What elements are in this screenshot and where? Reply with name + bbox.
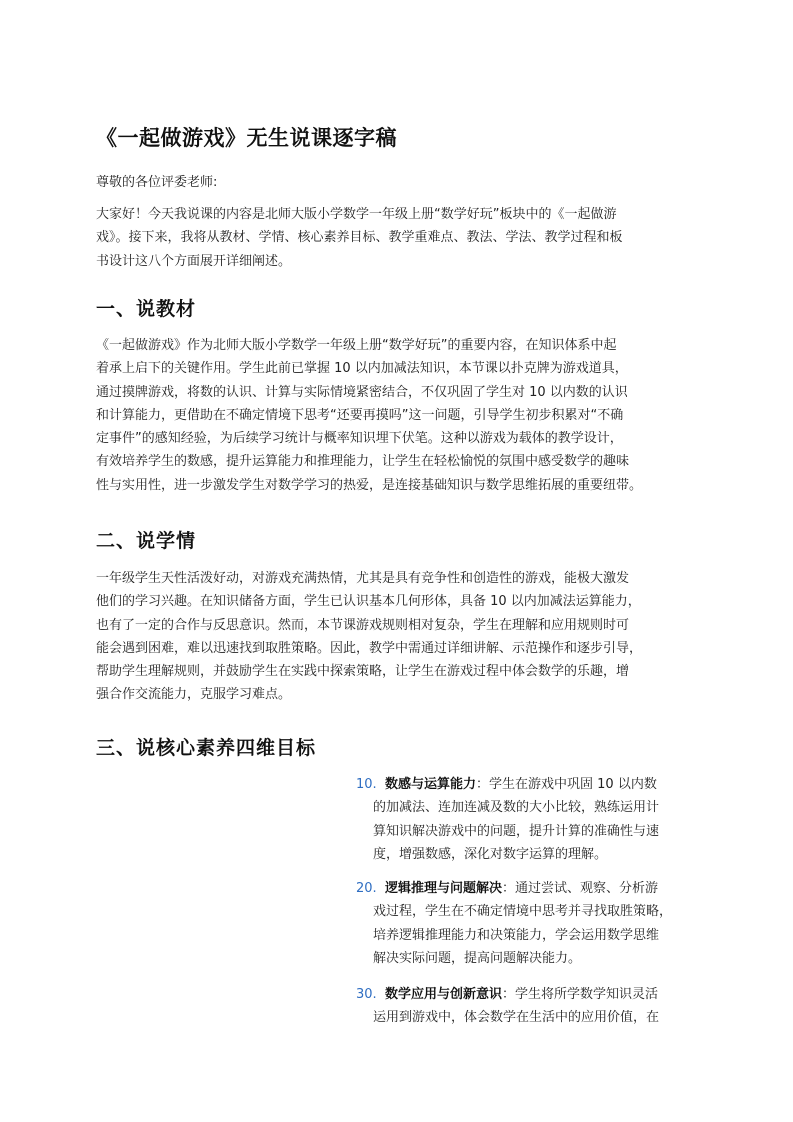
goal-label: 逻辑推理与问题解决 [385, 881, 503, 896]
goal-number: 20. [356, 881, 377, 896]
students-line: 也有了一定的合作与反思意识。然而，本节课游戏规则相对复杂，学生在理解和应用规则时可 [96, 617, 630, 633]
section-heading-students: 二、说学情 [96, 530, 197, 552]
goal-body [373, 773, 659, 866]
goal-body [373, 877, 672, 970]
textbook-line: 定事件”的感知经验，为后续学习统计与概率知识埋下伏笔。这种以游戏为载体的教学设计， [96, 431, 623, 447]
goal-text: ：学生在游戏中巩固 10 以内数 [476, 777, 657, 792]
students-line: 一年级学生天性活泼好动，对游戏充满热情，尤其是具有竞争性和创造性的游戏，能极大激发 [96, 571, 630, 586]
document-title: 《一起做游戏》无生说课逐字稿 [96, 126, 397, 150]
students-line: 他们的学习兴趣。在知识储备方面，学生已认识基本几何形体，具备 10 以内加减法运算能力， [96, 594, 641, 610]
goal-line: 戏过程，学生在不确定情境中思考并寻找取胜策略， [373, 904, 673, 920]
goal-line: 解决实际问题，提高问题解决能力。 [373, 950, 582, 966]
students-paragraph [96, 567, 708, 707]
intro-line: 书设计这八个方面展开详细阐述。 [96, 253, 292, 269]
goal-line: 的加减法、连加连减及数的大小比较，熟练运用计 [373, 800, 660, 816]
section-heading-goals: 三、说核心素养四维目标 [96, 737, 317, 759]
goal-number: 30. [356, 987, 377, 1002]
goal-number: 10. [356, 777, 377, 792]
textbook-line: 着承上启下的关键作用。学生此前已掌握 10 以内加减法知识，本节课以扑克牌为游戏道具， [96, 361, 628, 377]
goal-text: ：学生将所学数学知识灵活 [502, 987, 659, 1002]
goal-text: ：通过尝试、观察、分析游 [502, 881, 659, 896]
goal-line: 培养逻辑推理能力和决策能力，学会运用数学思维 [373, 927, 660, 943]
goal-body [373, 983, 659, 1030]
textbook-line: 性与实用性，进一步激发学生对数学学习的热爱，是连接基础知识与数学思维拓展的重要纽带。 [96, 477, 643, 493]
goal-first-line [373, 983, 659, 1006]
greeting-line: 尊敬的各位评委老师: [96, 175, 218, 190]
textbook-line: 和计算能力，更借助在不确定情境下思考“还要再摸吗”这一问题，引导学生初步积累对“不确 [96, 407, 624, 423]
textbook-line: 《一起做游戏》作为北师大版小学数学一年级上册“数学好玩”的重要内容，在知识体系中起 [96, 338, 617, 353]
goal-line: 度，增强数感，深化对数字运算的理解。 [373, 846, 608, 862]
greeting [96, 171, 708, 194]
intro-line: 大家好！今天我说课的内容是北师大版小学数学一年级上册“数学好玩”板块中的《一起做游 [96, 207, 617, 222]
textbook-line: 通过摸牌游戏，将数的认识、计算与实际情境紧密结合，不仅巩固了学生对 10 以内数的认识 [96, 384, 628, 400]
textbook-line: 有效培养学生的数感，提升运算能力和推理能力，让学生在轻松愉悦的氛围中感受数学的趣味 [96, 454, 630, 470]
goal-first-line [373, 773, 659, 796]
intro-paragraph [96, 203, 708, 273]
intro-line: 戏》。接下来，我将从教材、学情、核心素养目标、教学重难点、教法、学法、教学过程和板 [96, 230, 623, 246]
goal-label: 数感与运算能力 [385, 777, 477, 792]
students-line: 帮助学生理解规则，并鼓励学生在实践中探索策略，让学生在游戏过程中体会数学的乐趣，增 [96, 664, 630, 680]
goal-first-line [373, 877, 672, 900]
textbook-paragraph [96, 334, 708, 497]
students-line: 强合作交流能力，克服学习难点。 [96, 687, 292, 703]
goal-label: 数学应用与创新意识 [385, 987, 503, 1002]
section-heading-textbook: 一、说教材 [96, 298, 197, 320]
students-line: 能会遇到困难，难以迅速找到取胜策略。因此，教学中需通过详细讲解、示范操作和逐步引导， [96, 640, 643, 656]
goal-line: 算知识解决游戏中的问题，提升计算的准确性与速 [373, 823, 660, 839]
goal-line: 运用到游戏中，体会数学在生活中的应用价值，在 [373, 1010, 660, 1026]
